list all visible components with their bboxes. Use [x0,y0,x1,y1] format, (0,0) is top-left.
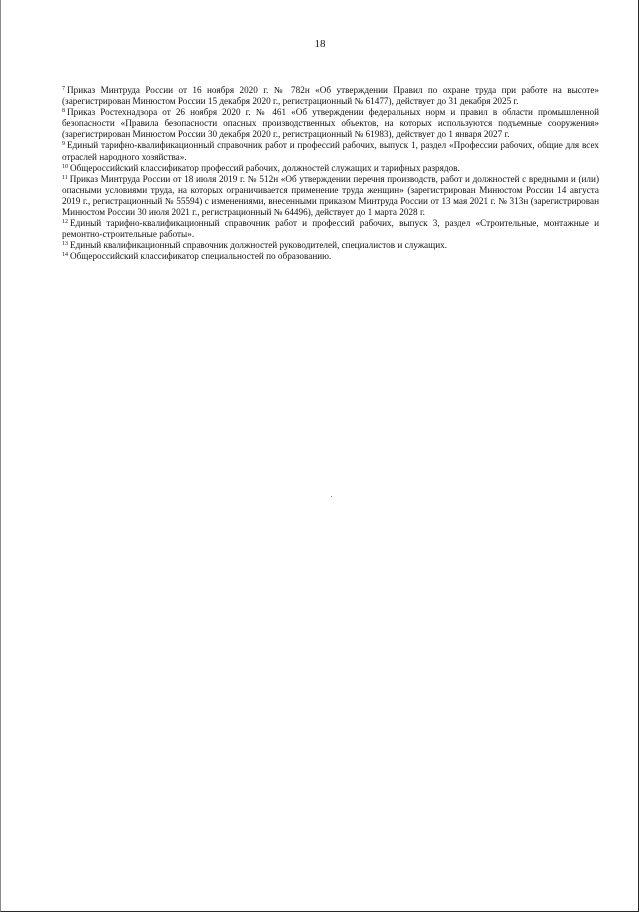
footnote-text: Единый тарифно-квалификационный справочник работ и профессий рабочих, выпуск 1, раздел «Профессии рабочих, общие для всех отраслей народного хозяйства». [62,140,599,162]
page-number: 18 [314,38,326,50]
footnote-11 [62,174,599,218]
footnote-13 [62,240,599,251]
footnote-marker: 13 [62,241,68,248]
footnote-text: Единый квалификационный справочник должностей руководителей, специалистов и служащих. [70,240,448,251]
footnote-text: Приказ Ростехнадзора от 26 ноября 2020 г. № 461 «Об утверждении федеральных норм и правил в области промышленной безопасности «Правила безопасности опасных производственных объектов, на которых используются подъемные сооружения» (зарегистрирован Минюстом России 30 декабря 2020 г., регистрационный № 61983), действует до 1 января 2027 г. [62,107,599,140]
footnote-text: Единый тарифно-квалификационный справочник работ и профессий рабочих, выпуск 3, раздел «Строительные, монтажные и ремонтно-строительные работы». [62,218,599,240]
footnote-marker: 10 [62,163,68,170]
footnote-8 [62,107,599,140]
footnote-marker: 9 [62,141,65,148]
footnote-text: Приказ Минтруда России от 16 ноября 2020 г. № 782н «Об утверждении Правил по охране труда при работе на высоте» (зарегистрирован Минюстом России 15 декабря 2020 г., регистрационный № 61477), действует до 31 декабря 2025 г. [62,85,599,107]
footnote-text: Общероссийский классификатор специальностей по образованию. [70,251,332,262]
footnote-10 [62,163,599,174]
scan-speck [331,496,332,497]
footnotes-section [62,85,599,263]
footnote-marker: 8 [62,108,65,115]
footnote-text: Приказ Минтруда России от 18 июля 2019 г. № 512н «Об утверждении перечня производств, работ и должностей с вредными и (или) опасными условиями труда, на которых ограничивается применение труда женщин» (зарегистрирован Минюстом России 14 августа 2019 г., регистрационный № 55594) с изменениями, внесенными приказом Минтруда России от 13 мая 2021 г. № 313н (зарегистрирован Минюстом России 30 июля 2021 г., регистрационный № 64496), действует до 1 марта 2028 г. [62,173,599,218]
footnote-text: Общероссийский классификатор профессий рабочих, должностей служащих и тарифных разрядов. [70,162,460,173]
footnote-12 [62,218,599,240]
footnote-marker: 7 [62,86,65,92]
footnote-marker: 12 [62,219,68,226]
footnote-9 [62,140,599,162]
footnote-marker: 14 [62,252,68,259]
footnote-14 [62,251,599,262]
footnote-marker: 11 [62,174,68,181]
footnote-7 [62,85,599,107]
